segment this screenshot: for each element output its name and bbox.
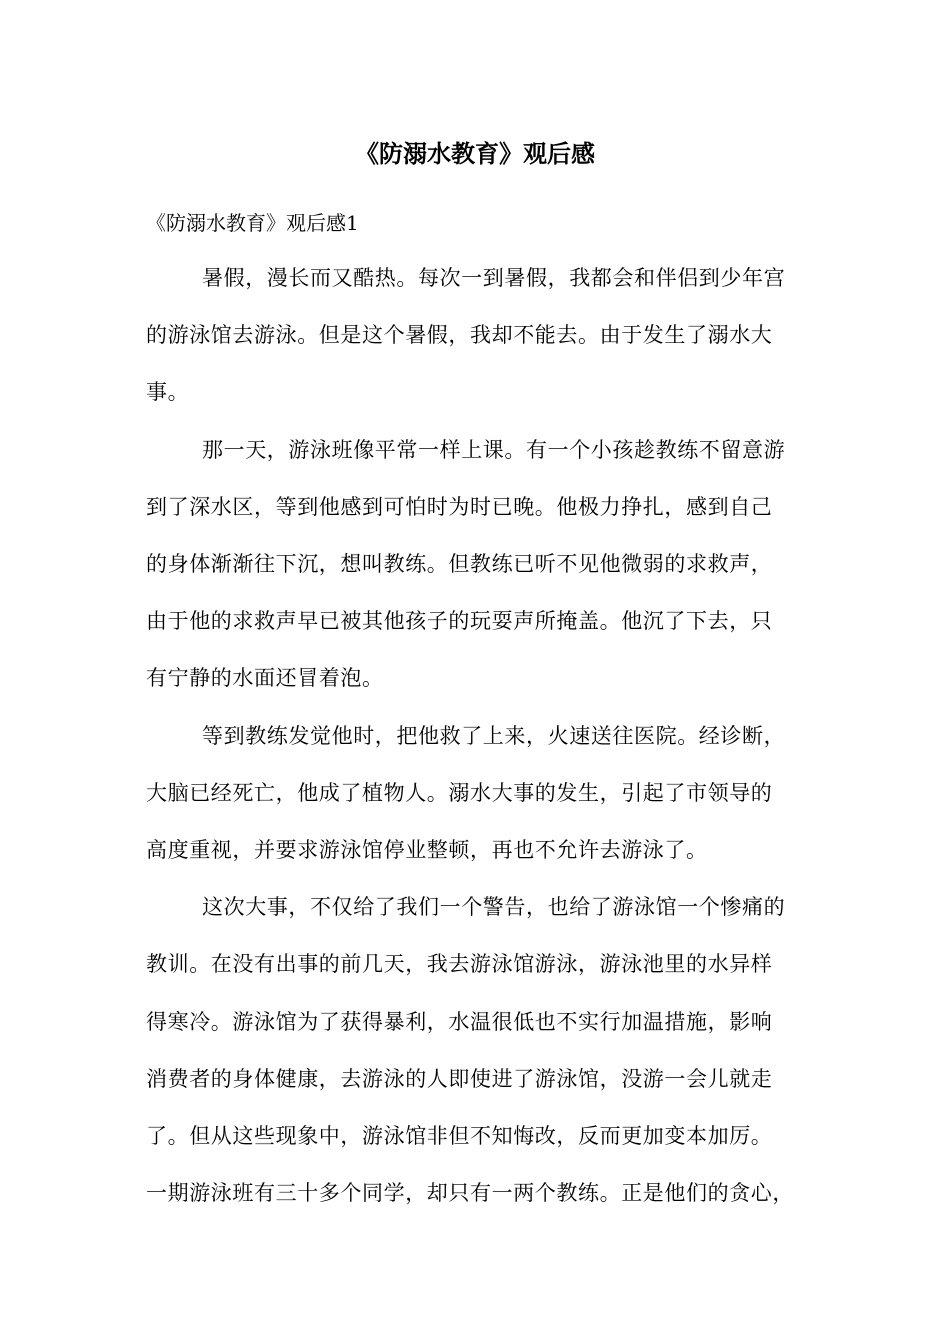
- paragraph-line: 的身体渐渐往下沉，想叫教练。但教练已听不见他微弱的求救声，: [146, 552, 773, 576]
- paragraph-line: 大脑已经死亡，他成了植物人。溺水大事的发生，引起了市领导的: [146, 781, 773, 805]
- section-heading: 《防溺水教育》观后感1: [146, 211, 359, 235]
- paragraph-line: 消费者的身体健康，去游泳的人即使进了游泳馆，没游一会儿就走: [146, 1067, 773, 1091]
- paragraph-line: 了。但从这些现象中，游泳馆非但不知悔改，反而更加变本加厉。: [146, 1124, 773, 1148]
- paragraph-line: 得寒冷。游泳馆为了获得暴利，水温很低也不实行加温措施，影响: [146, 1010, 773, 1034]
- paragraph-line: 有宁静的水面还冒着泡。: [146, 666, 384, 690]
- paragraph-line: 到了深水区，等到他感到可怕时为时已晚。他极力挣扎，感到自己: [146, 495, 773, 519]
- paragraph-line: 一期游泳班有三十多个同学，却只有一两个教练。正是他们的贪心，: [146, 1181, 794, 1205]
- document-title: 《防溺水教育》观后感: [355, 139, 595, 168]
- paragraph-line: 那一天，游泳班像平常一样上课。有一个小孩趁教练不留意游: [202, 438, 786, 462]
- paragraph-line: 教训。在没有出事的前几天，我去游泳馆游泳，游泳池里的水异样: [146, 952, 773, 976]
- paragraph-line: 高度重视，并要求游泳馆停业整顿，再也不允许去游泳了。: [146, 838, 708, 862]
- paragraph-line: 暑假，漫长而又酷热。每次一到暑假，我都会和伴侣到少年宫: [202, 266, 786, 290]
- paragraph-line: 由于他的求救声早已被其他孩子的玩耍声所掩盖。他沉了下去，只: [146, 609, 773, 633]
- paragraph-line: 的游泳馆去游泳。但是这个暑假，我却不能去。由于发生了溺水大: [146, 323, 773, 347]
- paragraph-line: 等到教练发觉他时，把他救了上来，火速送往医院。经诊断，: [202, 724, 786, 748]
- paragraph-line: 这次大事，不仅给了我们一个警告，也给了游泳馆一个惨痛的: [202, 895, 786, 919]
- paragraph-line: 事。: [146, 380, 190, 404]
